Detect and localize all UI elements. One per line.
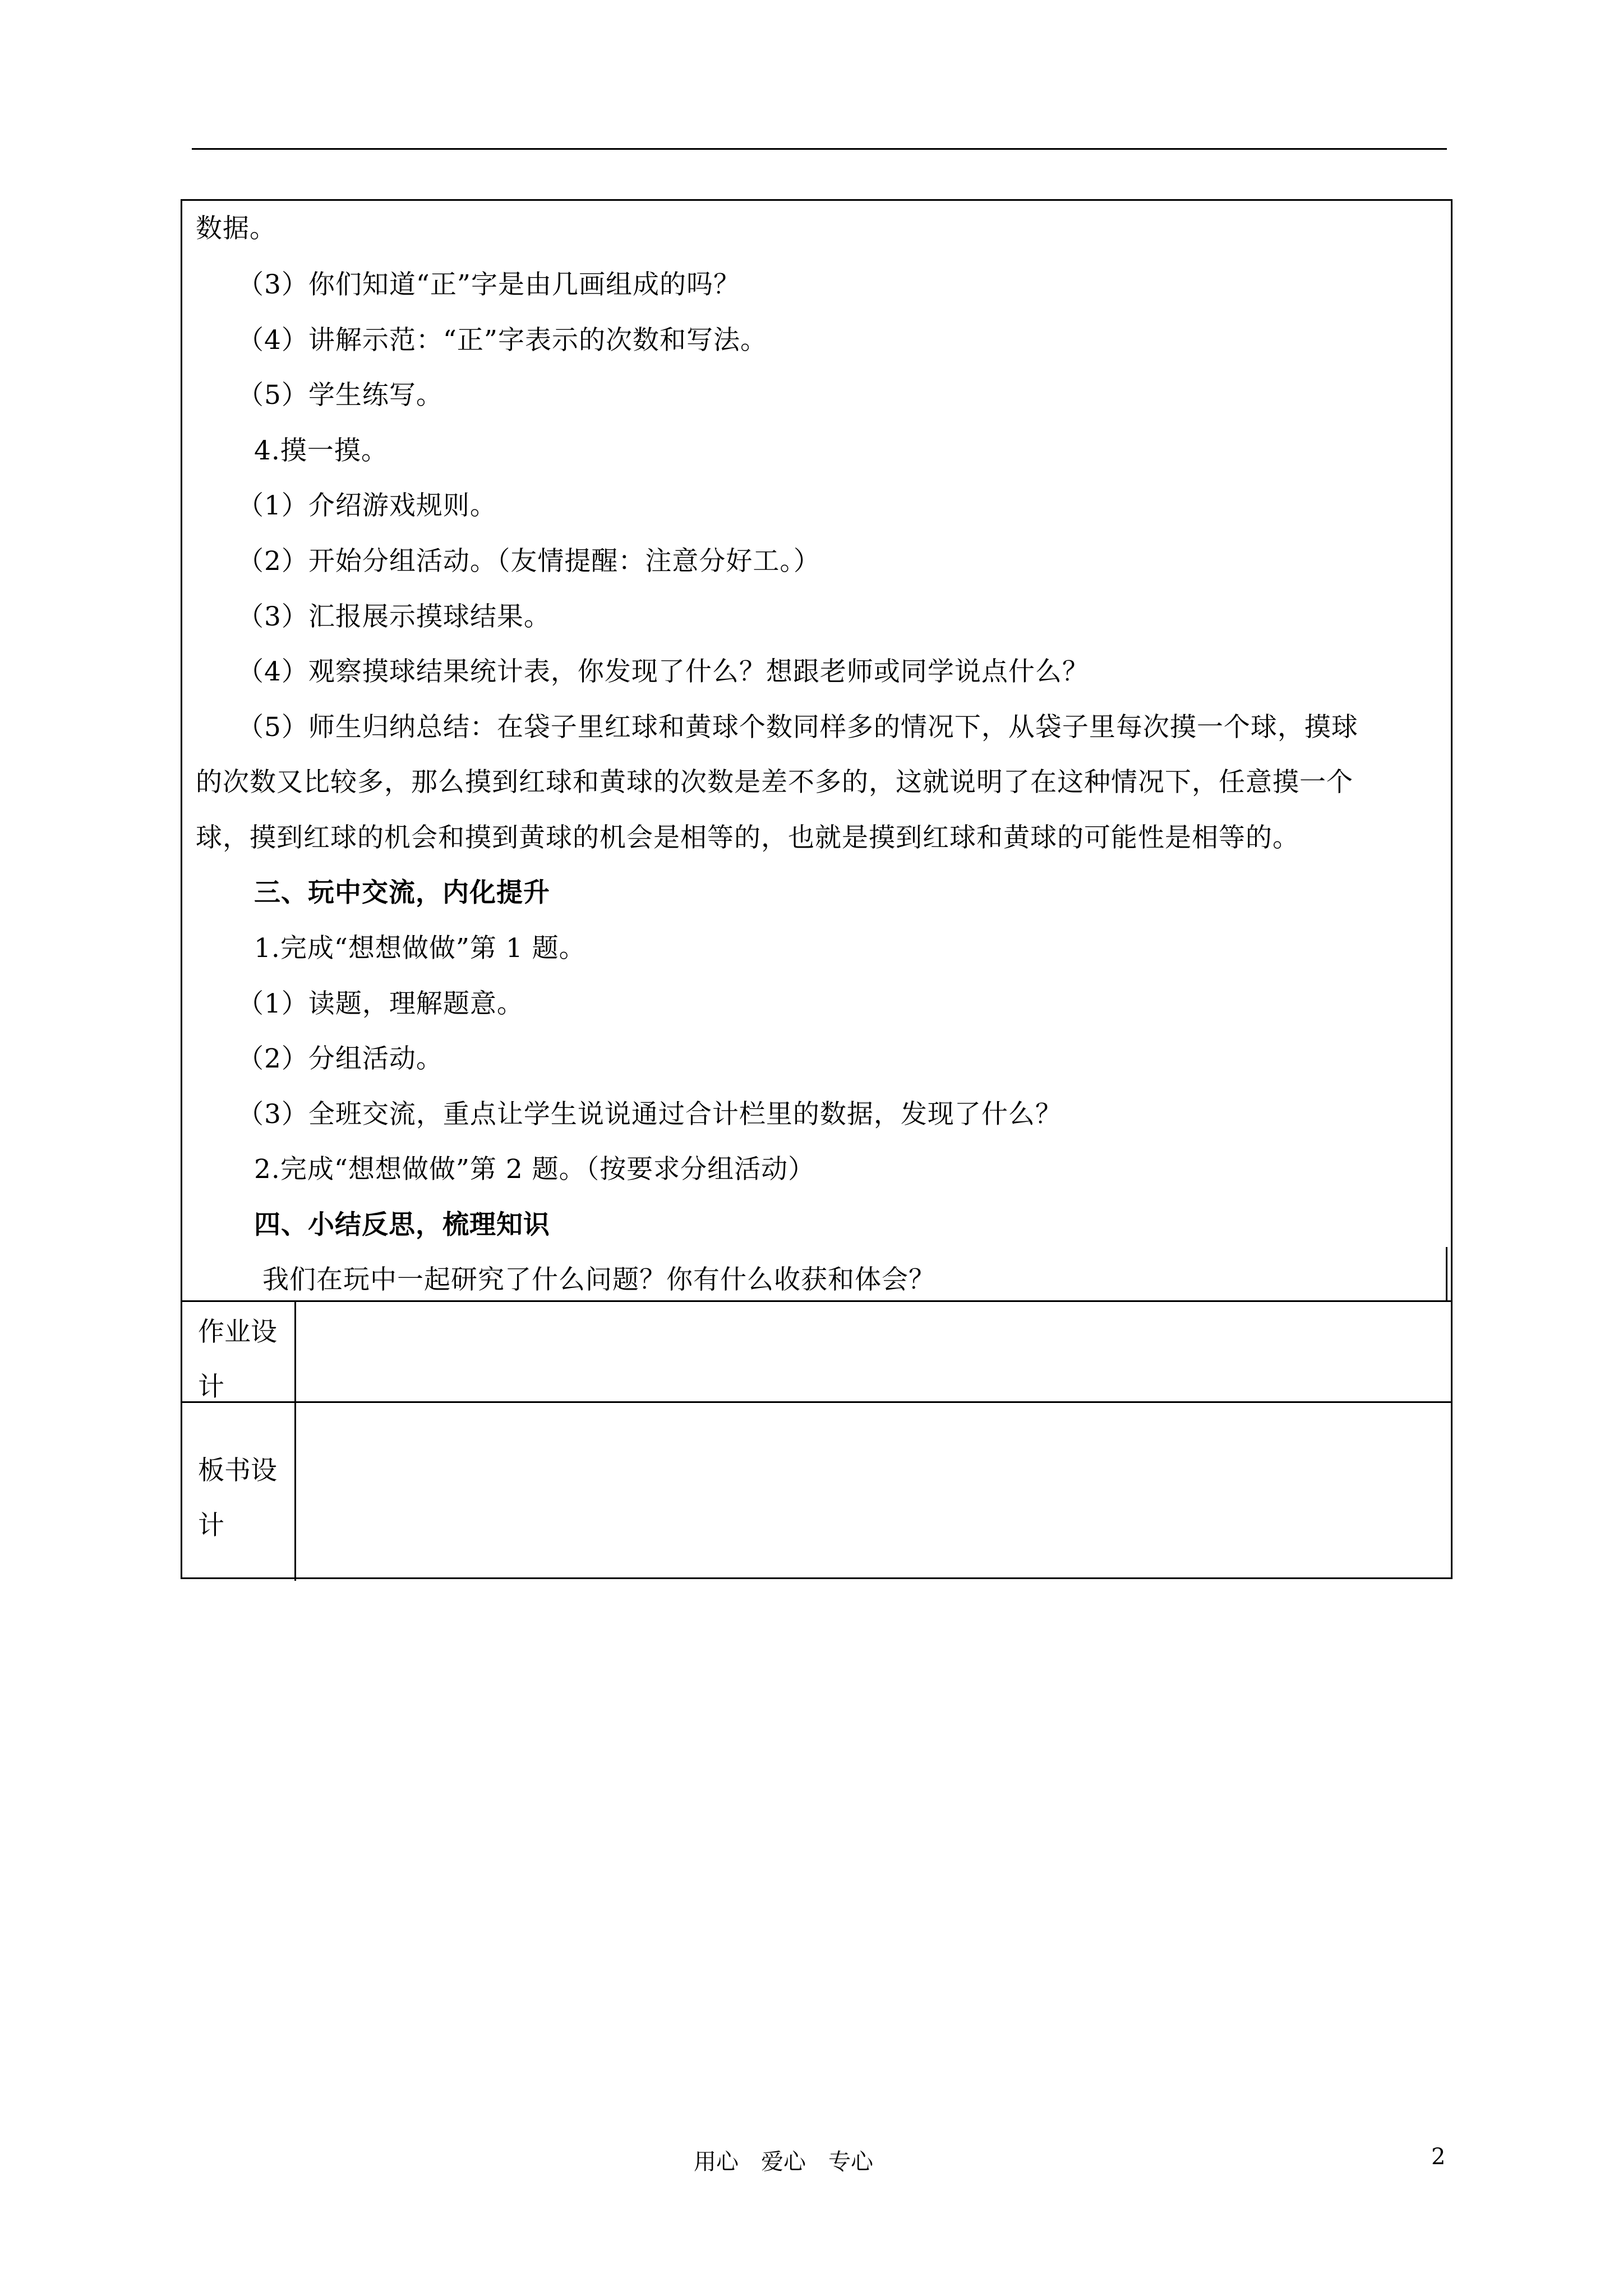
- homework-label: 作业设计: [198, 1317, 277, 1402]
- text-line: （1）读题，理解题意。: [237, 988, 524, 1019]
- teaching-process-cell: [182, 201, 1451, 1301]
- section-heading: 三、玩中交流，内化提升: [254, 877, 550, 908]
- text-line: （3）全班交流，重点让学生说说通过合计栏里的数据，发现了什么？: [237, 1099, 1062, 1130]
- column-divider: [294, 1401, 296, 1581]
- row-divider: [182, 1300, 1451, 1302]
- text-line: 数据。: [196, 213, 276, 244]
- text-line: （3）你们知道“正”字是由几画组成的吗？: [237, 269, 740, 300]
- header-rule: [192, 148, 1447, 150]
- board-design-label: 板书设计: [198, 1455, 277, 1541]
- text-line: （3）汇报展示摸球结果。: [237, 601, 551, 632]
- footer-slogan: 用心 爱心 专心: [694, 2149, 873, 2175]
- text-line: （1）介绍游戏规则。: [237, 490, 497, 521]
- text-line: （5）师生归纳总结：在袋子里红球和黄球个数同样多的情况下，从袋子里每次摸一个球，摸球: [237, 712, 1358, 743]
- text-line: 的次数又比较多，那么摸到红球和黄球的次数是差不多的，这就说明了在这种情况下，任意摸一个: [196, 767, 1353, 798]
- text-line: （5）学生练写。: [237, 380, 443, 411]
- text-line: 2.完成“想想做做”第 2 题。（按要求分组活动）: [254, 1154, 815, 1185]
- text-line: 4.摸一摸。: [254, 435, 388, 466]
- column-divider: [294, 1300, 296, 1401]
- text-line: （2）开始分组活动。（友情提醒：注意分好工。）: [237, 546, 820, 577]
- page-number: 2: [1431, 2144, 1446, 2170]
- text-line: 我们在玩中一起研究了什么问题？你有什么收获和体会？: [262, 1264, 935, 1295]
- text-line: （2）分组活动。: [237, 1043, 443, 1074]
- text-line: （4）观察摸球结果统计表，你发现了什么？想跟老师或同学说点什么？: [237, 656, 1089, 687]
- cell-border: [1446, 1247, 1447, 1300]
- section-heading: 四、小结反思，梳理知识: [254, 1209, 550, 1240]
- lesson-plan-table: [181, 199, 1453, 1579]
- text-line: 球，摸到红球的机会和摸到黄球的机会是相等的，也就是摸到红球和黄球的可能性是相等的。: [196, 822, 1299, 853]
- text-line: （4）讲解示范：“正”字表示的次数和写法。: [237, 325, 767, 356]
- text-line: 1.完成“想想做做”第 1 题。: [254, 933, 586, 964]
- row-divider: [182, 1401, 1451, 1403]
